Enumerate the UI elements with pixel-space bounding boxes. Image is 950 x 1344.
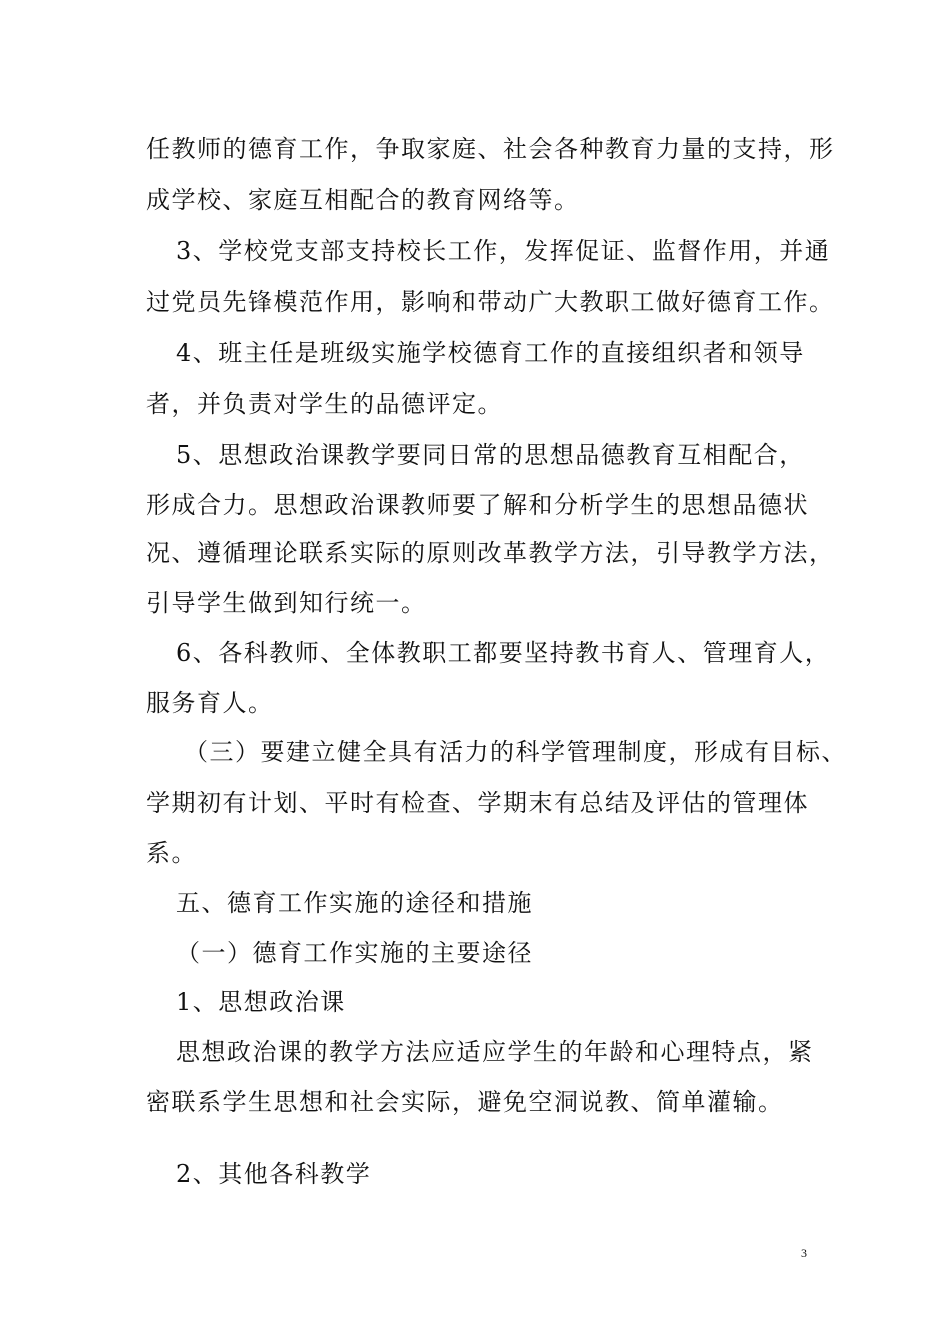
- text-line: 6、各科教师、全体教职工都要坚持教书育人、管理育人，: [176, 639, 831, 667]
- text-line: 学期初有计划、平时有检查、学期末有总结及评估的管理体: [146, 789, 809, 817]
- text-line: 引导学生做到知行统一。: [146, 589, 427, 617]
- text-line: （三）要建立健全具有活力的科学管理制度，形成有目标、: [184, 738, 847, 766]
- text-line: 过党员先锋模范作用，影响和带动广大教职工做好德育工作。: [146, 288, 835, 316]
- item-heading: 2、其他各科教学: [176, 1160, 372, 1188]
- text-line: 形成合力。思想政治课教师要了解和分析学生的思想品德状: [146, 491, 809, 519]
- text-line: 5、思想政治课教学要同日常的思想品德教育互相配合，: [176, 441, 805, 469]
- item-heading: 1、思想政治课: [176, 988, 346, 1016]
- text-line: 密联系学生思想和社会实际，避免空洞说教、简单灌输。: [146, 1088, 784, 1116]
- text-line: 3、学校党支部支持校长工作，发挥促证、监督作用，并通: [176, 237, 831, 265]
- text-line: 4、班主任是班级实施学校德育工作的直接组织者和领导: [176, 339, 805, 367]
- text-line: 况、遵循理论联系实际的原则改革教学方法，引导教学方法，: [146, 539, 835, 567]
- text-line: 任教师的德育工作，争取家庭、社会各种教育力量的支持，形: [146, 135, 835, 163]
- text-line: 者，并负责对学生的品德评定。: [146, 390, 503, 418]
- section-heading: 五、德育工作实施的途径和措施: [176, 889, 533, 917]
- text-line: 服务育人。: [146, 689, 274, 717]
- page-number: 3: [801, 1246, 807, 1260]
- text-line: 思想政治课的教学方法应适应学生的年龄和心理特点，紧: [176, 1038, 814, 1066]
- subsection-heading: （一）德育工作实施的主要途径: [176, 939, 533, 967]
- text-line: 成学校、家庭互相配合的教育网络等。: [146, 186, 580, 214]
- text-line: 系。: [146, 839, 197, 867]
